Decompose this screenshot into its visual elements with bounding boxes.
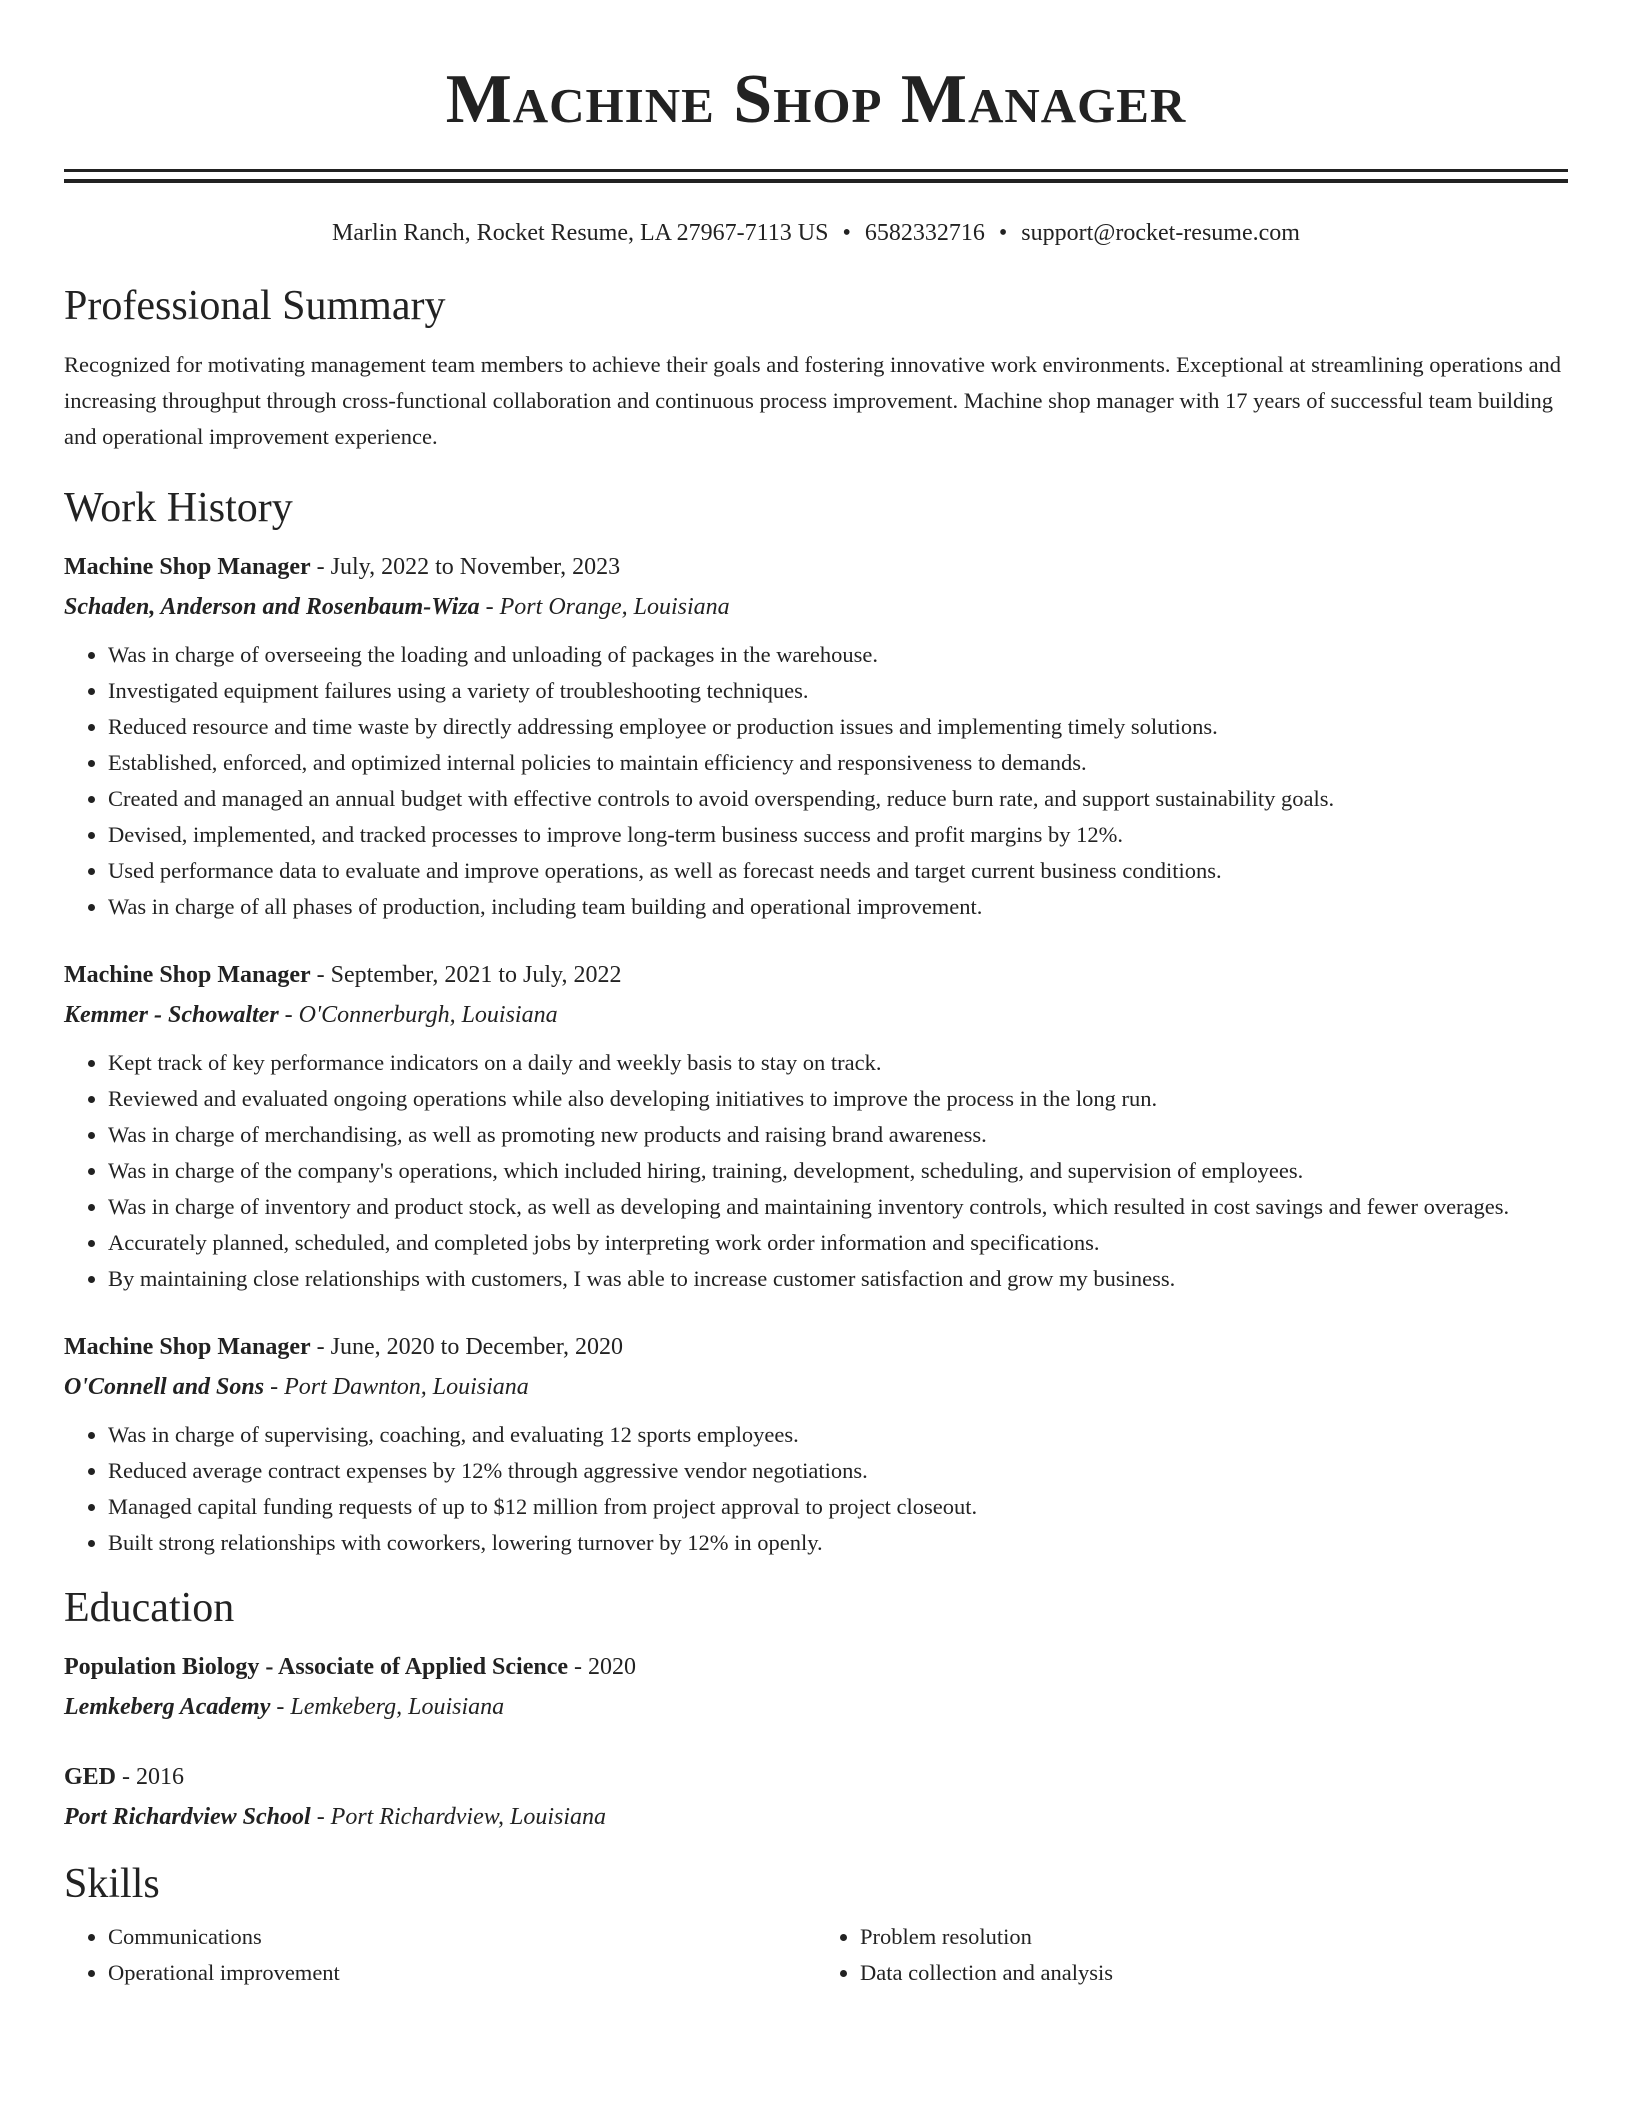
job-bullets <box>64 1417 1568 1561</box>
job-title: Machine Shop Manager <box>64 962 311 988</box>
job-header <box>64 1327 1568 1367</box>
job-bullet: • Used performance data to evaluate and improve operations, as well as forecast needs and target current business conditions. <box>108 853 1568 889</box>
skill-item: • Data collection and analysis <box>860 1955 1568 1991</box>
job-bullet: • Accurately planned, scheduled, and completed jobs by interpreting work order information and specifications. <box>108 1225 1568 1261</box>
job-company: Schaden, Anderson and Rosenbaum-Wiza <box>64 594 480 620</box>
job-entry <box>64 1327 1568 1561</box>
job-header <box>64 547 1568 587</box>
job-dates: - September, 2021 to July, 2022 <box>310 962 622 988</box>
summary-text: Recognized for motivating management team members to achieve their goals and fostering innovative work environments. Exceptional at streamlining operations and increasing throughput through cross-functional collaboration and continuous process improvement. Machine shop manager with 17 years of successful team building and operational improvement experience. <box>64 352 1562 449</box>
education-school-line <box>64 1797 1568 1837</box>
skills-column-right <box>816 1919 1568 1991</box>
job-location: - Port Orange, Louisiana <box>479 594 730 620</box>
job-bullet: • Was in charge of supervising, coaching, and evaluating 12 sports employees. <box>108 1417 1568 1453</box>
education-degree: Population Biology - Associate of Applied Science <box>64 1654 569 1680</box>
education-school: Lemkeberg Academy <box>64 1694 271 1720</box>
job-bullet: • Reviewed and evaluated ongoing operations while also developing initiatives to improve the process in the long run. <box>108 1081 1568 1117</box>
header-divider-bottom <box>64 179 1568 183</box>
job-entry <box>64 547 1568 925</box>
education-year: - 2020 <box>568 1654 637 1680</box>
job-bullet: • Devised, implemented, and tracked processes to improve long-term business success and profit margins by 12%. <box>108 817 1568 853</box>
education-heading: Education <box>64 1585 235 1631</box>
contact-line <box>64 218 1568 248</box>
education-entry <box>64 1757 1568 1837</box>
job-dates: - July, 2022 to November, 2023 <box>310 554 621 580</box>
contact-separator: • <box>842 220 851 246</box>
skill-item: • Operational improvement <box>108 1955 816 1991</box>
job-bullets <box>64 637 1568 925</box>
job-bullet: • Investigated equipment failures using a variety of troubleshooting techniques. <box>108 673 1568 709</box>
job-location: - O'Connerburgh, Louisiana <box>278 1002 558 1028</box>
contact-address: Marlin Ranch, Rocket Resume, LA 27967-7113 US <box>332 220 829 246</box>
job-location: - Port Dawnton, Louisiana <box>264 1374 529 1400</box>
job-bullet: • Was in charge of the company's operations, which included hiring, training, development, scheduling, and supervision of employees. <box>108 1153 1568 1189</box>
job-bullet: • Reduced resource and time waste by directly addressing employee or production issues and implementing timely solutions. <box>108 709 1568 745</box>
job-employer <box>64 1367 1568 1407</box>
work-history-heading: Work History <box>64 485 293 531</box>
skill-item: • Communications <box>108 1919 816 1955</box>
contact-email: support@rocket-resume.com <box>1021 220 1300 246</box>
header-divider-top <box>64 169 1568 172</box>
job-title: Machine Shop Manager <box>64 1334 311 1360</box>
contact-phone: 6582332716 <box>864 220 985 246</box>
job-bullet: • Was in charge of all phases of production, including team building and operational improvement. <box>108 889 1568 925</box>
job-bullet: • Built strong relationships with coworkers, lowering turnover by 12% in openly. <box>108 1525 1568 1561</box>
skills-heading: Skills <box>64 1861 160 1907</box>
skills-grid <box>64 1919 1568 1991</box>
education-entry <box>64 1647 1568 1727</box>
job-bullet: • Managed capital funding requests of up to $12 million from project approval to project closeout. <box>108 1489 1568 1525</box>
job-bullet: • Kept track of key performance indicators on a daily and weekly basis to stay on track. <box>108 1045 1568 1081</box>
job-company: O'Connell and Sons <box>64 1374 265 1400</box>
job-company: Kemmer - Schowalter <box>64 1002 279 1028</box>
job-header <box>64 955 1568 995</box>
job-title: Machine Shop Manager <box>64 554 311 580</box>
education-header <box>64 1647 1568 1687</box>
job-bullet: • Was in charge of inventory and product stock, as well as developing and maintaining inventory controls, which resulted in cost savings and fewer overages. <box>108 1189 1568 1225</box>
education-school-line <box>64 1687 1568 1727</box>
education-location: - Lemkeberg, Louisiana <box>270 1694 505 1720</box>
job-bullet: • Created and managed an annual budget with effective controls to avoid overspending, reduce burn rate, and support sustainability goals. <box>108 781 1568 817</box>
skill-item: • Problem resolution <box>860 1919 1568 1955</box>
education-year: - 2016 <box>116 1764 185 1790</box>
job-bullet: • Was in charge of overseeing the loading and unloading of packages in the warehouse. <box>108 637 1568 673</box>
job-entry <box>64 955 1568 1297</box>
skills-column-left <box>64 1919 816 1991</box>
education-degree: GED <box>64 1764 117 1790</box>
education-location: - Port Richardview, Louisiana <box>310 1804 606 1830</box>
job-bullet: • Reduced average contract expenses by 12% through aggressive vendor negotiations. <box>108 1453 1568 1489</box>
education-school: Port Richardview School <box>64 1804 311 1830</box>
job-bullet: • Was in charge of merchandising, as well as promoting new products and raising brand awareness. <box>108 1117 1568 1153</box>
summary-heading: Professional Summary <box>64 283 446 329</box>
contact-separator: • <box>998 220 1008 246</box>
job-bullets <box>64 1045 1568 1297</box>
resume-name: Machine Shop Manager <box>445 61 1187 138</box>
education-header <box>64 1757 1568 1797</box>
job-dates: - June, 2020 to December, 2020 <box>310 1334 623 1360</box>
job-bullet: • By maintaining close relationships with customers, I was able to increase customer satisfaction and grow my business. <box>108 1261 1568 1297</box>
job-employer <box>64 587 1568 627</box>
job-employer <box>64 995 1568 1035</box>
job-bullet: • Established, enforced, and optimized internal policies to maintain efficiency and responsiveness to demands. <box>108 745 1568 781</box>
